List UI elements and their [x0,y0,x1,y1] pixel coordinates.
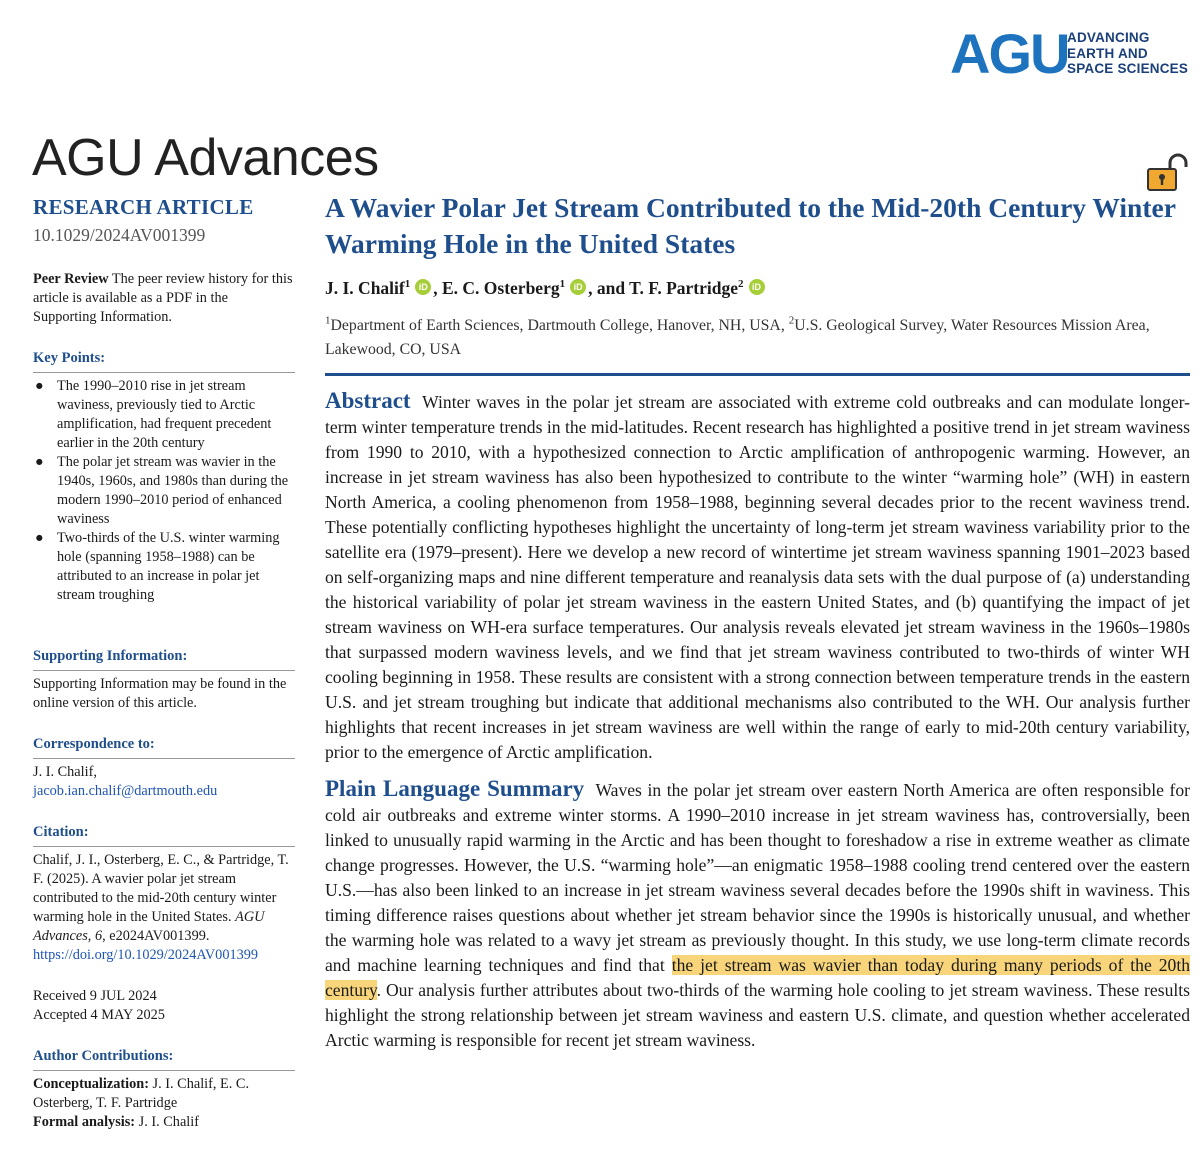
logo-tagline-line: ADVANCING [1067,30,1150,45]
author-affiliation-number: 1 [404,278,411,291]
pls-text: Waves in the polar jet stream over eastern North America are often responsible for cold air outbreaks and extreme winter storms. A 1990–2010 increase in jet stream waviness has, controversially, been linked to unusually rapid warming in the Arctic and has been thought to foreshadow a rise in extreme weather as climate change progresses. However, the U.S. “warming hole”—an enigmatic 1958–1988 cooling trend centered over the eastern U.S.—has also been linked to an increase in jet stream waviness several decades before the 1990s shift in waviness. This timing difference raises questions about whether jet stream behavior since the 1990s is historically unusual, and whether the warming hole was related to a wavy jet stream as previously thought. In this study, we use long-term climate records and machine learning techniques and find that [325,780,1190,975]
correspondence [33,735,295,801]
affiliation-text: Department of Earth Sciences, Dartmouth College, Hanover, NH, USA, [330,317,789,334]
agu-logo [950,22,1190,85]
author-separator: , and [588,278,630,298]
journal-title: AGU Advances [32,129,379,187]
sidebar [33,193,295,1132]
key-point-item: ● The 1990–2010 rise in jet stream waviness, previously tied to Arctic amplification, had frequent precedent earlier in the 20th century [35,378,272,451]
author-name: J. I. Chalif [325,278,405,298]
accepted-date: Accepted 4 MAY 2025 [33,1007,165,1023]
orcid-icon[interactable]: iD [749,279,765,295]
supporting-info [33,647,295,713]
article-main [325,190,1190,1053]
received-date: Received 9 JUL 2024 [33,988,157,1004]
divider [33,758,295,759]
contribution-item [33,1113,295,1132]
supporting-info-text: Supporting Information may be found in the online version of this article. [33,676,287,711]
abstract-text: Winter waves in the polar jet stream are associated with extreme cold outbreaks and can modulate longer-term winter temperature trends in the mid-latitudes. Recent research has highlighted a positive trend in jet stream waviness from 1990 to 2010, with a hypothesized connection to Arctic amplification of anthropogenic warming. However, an increase in jet stream waviness has also been hypothesized to contribute to the winter “warming hole” (WH) in eastern North America, a cooling phenomenon from 1958–1988, beginning several decades prior to the recent waviness trend. These potentially conflicting hypotheses highlight the uncertainty of long-term jet stream waviness variability prior to the satellite era (1979–present). Here we develop a new record of wintertime jet stream waviness spanning 1901–2023 based on self-organizing maps and nine different temperature and reanalysis data sets with the dual purpose of (a) understanding the historical variability of polar jet stream waviness in the eastern United States, and (b) quantifying the impact of jet stream waviness on WH-era surface temperatures. Our analysis reveals elevated jet stream waviness in the 1960s–1980s that surpassed modern waviness levels, and we find that jet stream waviness contributed to two-thirds of winter WH cooling beginning in 1958. These results are consistent with a strong connection between temperature trends in the eastern U.S. and jet stream troughing but indicate that additional mechanisms also contributed to the WH. Our analysis further highlights that recent increases in jet stream waviness are well within the range of early to mid-20th century variability, prior to the emergence of Arctic amplification. [325,392,1190,762]
contribution-item [33,1075,295,1113]
orcid-icon[interactable]: iD [570,279,586,295]
dates [33,987,295,1025]
divider [33,846,295,847]
peer-review-text: The peer review history for this article is available as a PDF in the Supporting Information. [33,271,293,325]
author-affiliation-number: 1 [559,278,566,291]
lock-open-icon [1146,152,1192,192]
affiliation-number: 1 [325,314,331,327]
section-rule [325,373,1190,376]
logo-tagline-line: EARTH AND [1067,45,1148,61]
article-type: RESEARCH ARTICLE [33,195,254,219]
pls-heading: Plain Language Summary [325,776,585,801]
peer-review [33,270,295,327]
citation-body: Chalif, J. I., Osterberg, E. C., & Partridge, T. F. (2025). A wavier polar jet stream contributed to the mid-20th century winter warming hole in the United States. AGU Advances, 6, e2024AV001399. https://doi.org/10.1029/2024AV001399 [33,852,289,963]
citation-article-number: , e2024AV001399. [102,928,210,944]
affiliation-text: U.S. Geological Survey, Water Resources Mission Area, Lakewood, CO, USA [325,317,1150,358]
logo-mark: AGU [950,22,1069,85]
article-title: A Wavier Polar Jet Stream Contributed to the Mid-20th Century Winter Warming Hole in the United States [325,192,1176,259]
article-doi[interactable]: 10.1029/2024AV001399 [33,225,206,245]
author-name: E. C. Osterberg [441,278,560,298]
contribution-people: J. I. Chalif, E. C. Osterberg, T. F. Partridge [33,1076,250,1111]
author-list [325,276,1190,300]
pls-text-end: . Our analysis further attributes about two-thirds of the warming hole cooling to jet stream waviness. These results highlight the strong relationship between jet stream waviness and eastern U.S. climate, and question whether accelerated Arctic warming is responsible for recent jet stream waviness. [325,980,1190,1050]
key-point-item: ● The polar jet stream was wavier in the 1940s, 1960s, and 1980s than during the modern 1990–2010 period of enhanced waviness [35,454,289,527]
affiliation-number: 2 [788,314,795,327]
correspondence-heading: Correspondence to: [33,736,155,752]
orcid-icon[interactable]: iD [415,279,431,295]
peer-review-label: Peer Review [33,271,109,287]
author-affiliation-number: 2 [738,278,744,291]
author-contributions-heading: Author Contributions: [33,1048,174,1064]
citation-text: Chalif, J. I., Osterberg, E. C., & Partridge, T. F. (2025). A wavier polar jet stream contributed to the mid-20th century winter warming hole in the United States. [33,852,289,925]
citation [33,823,295,965]
divider [33,1070,295,1071]
author-name: T. F. Partridge [629,278,739,298]
contribution-role: Formal analysis: [33,1114,136,1130]
logo-tagline-line: SPACE SCIENCES [1067,61,1189,76]
contribution-people: J. I. Chalif [138,1114,199,1130]
divider [33,372,295,373]
citation-doi-link[interactable]: https://doi.org/10.1029/2024AV001399 [33,947,259,963]
contribution-role: Conceptualization: [33,1076,149,1092]
divider [33,670,295,671]
key-points-heading: Key Points: [33,350,106,366]
key-points [33,349,295,605]
pls-highlight: the jet stream was wavier than today during many periods of the 20th century [325,955,1191,1000]
author-separator: , [433,278,442,298]
key-point-text: Two-thirds of the U.S. winter warming hole (spanning 1958–1988) can be attributed to an increase in polar jet stream troughing [57,530,280,603]
plain-language-summary [325,776,1190,1053]
author-contributions [33,1047,295,1132]
citation-heading: Citation: [33,824,89,840]
citation-volume: 6 [94,928,103,944]
abstract [325,388,1190,765]
key-point-text: The 1990–2010 rise in jet stream waviness, previously tied to Arctic amplification, had frequent precedent earlier in the 20th century [57,378,272,451]
key-point-item: ● Two-thirds of the U.S. winter warming hole (spanning 1958–1988) can be attributed to an increase in polar jet stream troughing [35,530,280,603]
logo-tagline [1067,30,1188,77]
citation-journal: AGU Advances [33,909,265,944]
correspondence-name: J. I. Chalif, [33,764,97,780]
correspondence-email-link[interactable]: jacob.ian.chalif@dartmouth.edu [33,783,218,799]
key-point-text: The polar jet stream was wavier in the 1940s, 1960s, and 1980s than during the modern 1990–2010 period of enhanced waviness [57,454,289,527]
supporting-info-heading: Supporting Information: [33,648,188,664]
abstract-heading: Abstract [325,388,411,413]
affiliations [325,314,1190,362]
